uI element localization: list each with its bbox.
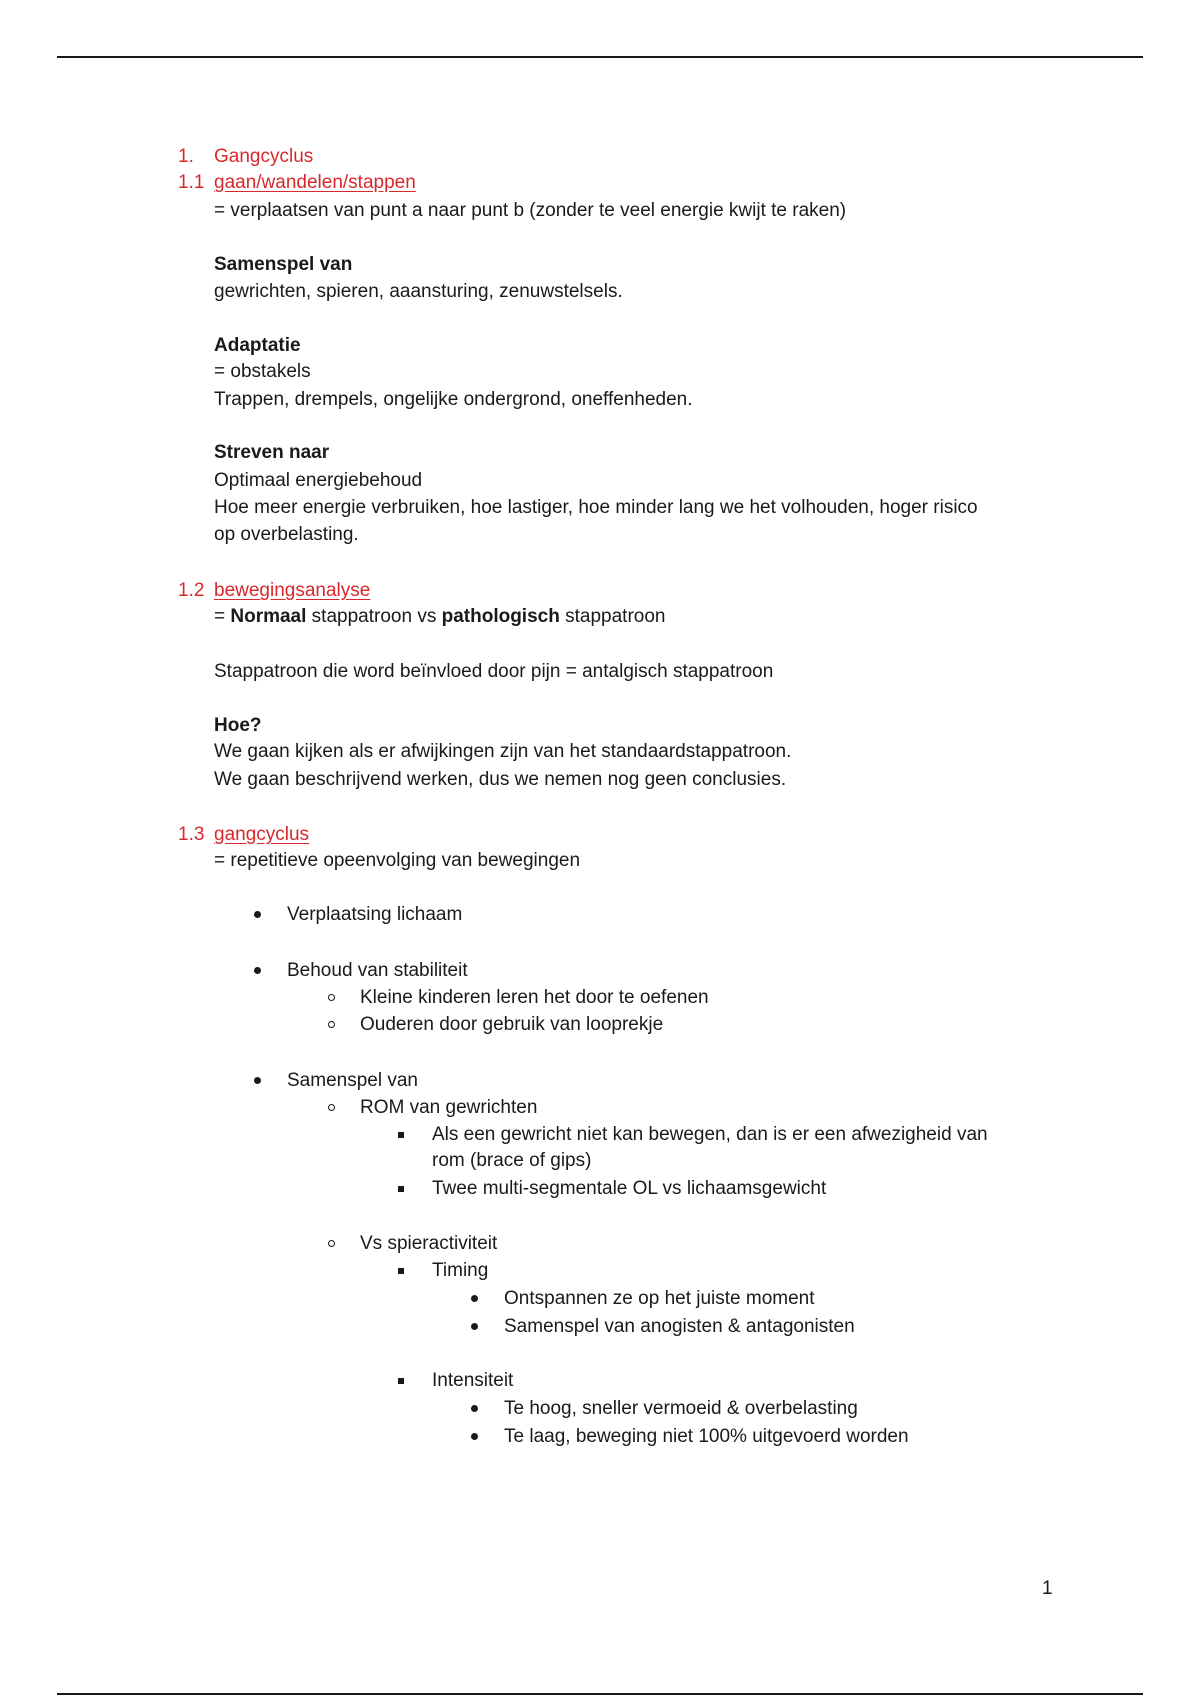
bullet-dot-icon [463,1398,485,1420]
def-suffix: stappatroon [559,606,666,627]
list-item-text: Te laag, beweging niet 100% uitgevoerd worden [504,1426,909,1447]
heading-1-number: 1. [178,146,194,167]
hoe-label: Hoe? [214,715,262,736]
list-item-text: Twee multi-segmentale OL vs lichaamsgewicht [432,1178,827,1199]
heading-1-1-title: gaan/wandelen/stappen [214,172,416,193]
def-prefix: = [214,606,231,627]
heading-1-3-number: 1.3 [178,824,205,845]
streven-line-2: Hoe meer energie verbruiken, hoe lastiger, hoe minder lang we het volhouden, hoger risico [214,497,978,518]
list-item-text: Samenspel van anogisten & antagonisten [504,1316,855,1337]
list-item-text: Ouderen door gebruik van looprekje [360,1014,664,1035]
adaptatie-line-1: = obstakels [214,361,311,382]
streven-label: Streven naar [214,442,330,463]
streven-line-3: op overbelasting. [214,524,359,545]
list-item-text: Te hoog, sneller vermoeid & overbelasting [504,1398,858,1419]
bullet-dot-icon [463,1288,485,1310]
adaptatie-line-2: Trappen, drempels, ongelijke ondergrond, oneffenheden. [214,389,693,410]
list-item-text: ROM van gewrichten [360,1097,538,1118]
def-mid: stappatroon vs [306,606,442,627]
bullet-circle-icon [320,1097,342,1119]
bullet-dot-icon [463,1316,485,1338]
bullet-dot-icon [246,960,268,982]
bottom-rule [57,1693,1143,1695]
list-item-text: Samenspel van [287,1070,418,1091]
def-normaal: Normaal [230,606,307,627]
heading-1-2-number: 1.2 [178,580,205,601]
list-item-text: Vs spieractiviteit [360,1233,498,1254]
bullet-square-icon [390,1178,412,1200]
samenspel-label: Samenspel van [214,254,353,275]
gangcyclus-definition: = repetitieve opeenvolging van bewegingen [214,850,581,871]
antalgisch-text: Stappatroon die word beïnvloed door pijn = antalgisch stappatroon [214,661,774,682]
def-pathologisch: pathologisch [441,606,560,627]
adaptatie-label: Adaptatie [214,335,301,356]
bullet-square-icon [390,1260,412,1282]
stappatroon-definition [214,606,665,628]
list-item-continuation: rom (brace of gips) [432,1150,592,1171]
hoe-line-2: We gaan beschrijvend werken, dus we nemen nog geen conclusies. [214,769,787,790]
bullet-circle-icon [320,1233,342,1255]
hoe-line-1: We gaan kijken als er afwijkingen zijn van het standaardstappatroon. [214,741,792,762]
bullet-circle-icon [320,1014,342,1036]
list-item-text: Kleine kinderen leren het door te oefenen [360,987,709,1008]
bullet-square-icon [390,1124,412,1146]
heading-1-3-title: gangcyclus [214,824,310,845]
bullet-dot-icon [246,1070,268,1092]
samenspel-text: gewrichten, spieren, aaansturing, zenuwstelsels. [214,281,623,302]
heading-1-title: Gangcyclus [214,146,314,167]
list-item-text: Ontspannen ze op het juiste moment [504,1288,815,1309]
bullet-circle-icon [320,987,342,1009]
page-number: 1 [1042,1578,1053,1599]
list-item-text: Verplaatsing lichaam [287,904,463,925]
list-item-text: Als een gewricht niet kan bewegen, dan is er een afwezigheid van [432,1124,988,1145]
heading-1-1-number: 1.1 [178,172,205,193]
streven-line-1: Optimaal energiebehoud [214,470,423,491]
bullet-dot-icon [246,904,268,926]
list-item-text: Intensiteit [432,1370,514,1391]
bullet-dot-icon [463,1426,485,1448]
list-item-text: Behoud van stabiliteit [287,960,468,981]
heading-1-2-title: bewegingsanalyse [214,580,371,601]
definition-text: = verplaatsen van punt a naar punt b (zonder te veel energie kwijt te raken) [214,200,847,221]
bullet-square-icon [390,1370,412,1392]
list-item-text: Timing [432,1260,489,1281]
